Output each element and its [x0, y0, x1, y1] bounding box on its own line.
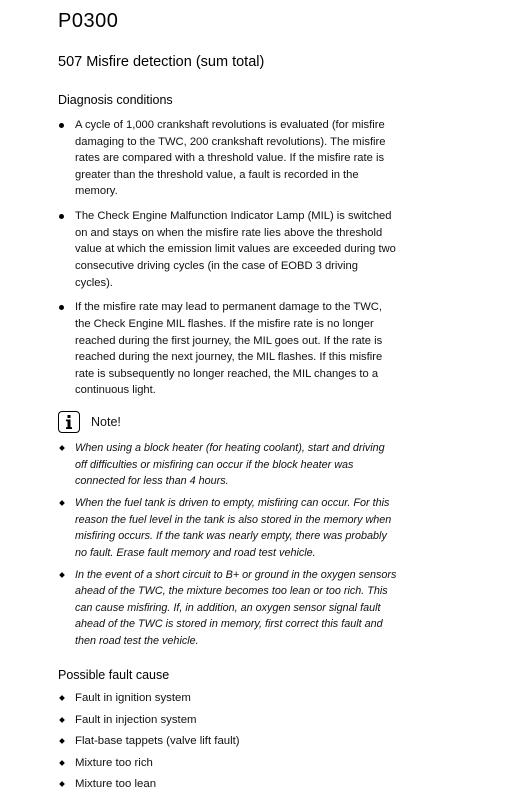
list-item [58, 755, 398, 771]
list-item-text: Fault in ignition system [75, 692, 191, 704]
list-item [58, 567, 398, 650]
diamond-bullet-icon [59, 760, 65, 766]
list-item [58, 690, 398, 706]
diamond-bullet-icon [59, 445, 65, 451]
list-item-text: Fault in injection system [75, 713, 197, 726]
note-label: Note! [91, 415, 121, 429]
list-item-text: A cycle of 1,000 crankshaft revolutions is evaluated (for misfire damaging to the TWC, 200 crankshaft revolutions). The misfire rates are compared with a threshold value. If the misfire rate is greater than the threshold value, a fault is recorded in the memory. [75, 119, 386, 198]
diamond-bullet-icon [59, 572, 65, 578]
list-item-text: Mixture too lean [75, 778, 157, 790]
info-icon [58, 411, 80, 433]
list-item [58, 208, 398, 291]
causes-heading: Possible fault cause [58, 668, 170, 682]
list-item-text: If the misfire rate may lead to permanent damage to the TWC, the Check Engine MIL flashes. If the misfire rate is no longer reached during the first journey, the MIL goes out. If the rate is reached during the next journey, the MIL flashes. If this misfire rate is subsequently no longer reached, the MIL changes to a continuous light. [75, 301, 383, 397]
bullet-icon [59, 123, 64, 128]
list-item [58, 776, 398, 792]
fault-code: P0300 [58, 10, 119, 32]
list-item [58, 299, 398, 399]
list-item-text: In the event of a short circuit to B+ or ground in the oxygen sensors ahead of the TWC, the mixture becomes too lean or too rich. This can cause misfiring. If, in addition, an oxygen sensor signal fault ahead of the TWC is stored in memory, first correct this fault and then road test the vehicle. [75, 568, 397, 647]
bullet-icon [59, 214, 64, 219]
list-item [58, 117, 398, 200]
note-list [58, 440, 398, 655]
bullet-icon [59, 305, 64, 310]
list-item [58, 440, 398, 490]
diamond-bullet-icon [59, 781, 65, 787]
list-item-text: Flat-base tappets (valve lift fault) [75, 735, 240, 747]
list-item-text: When the fuel tank is driven to empty, misfiring can occur. For this reason the fuel level in the tank is also stored in the memory when misfiring occurs. If the tank was nearly empty, there was probably no fault. Erase fault memory and road test vehicle. [75, 497, 392, 559]
causes-list [58, 690, 398, 798]
diamond-bullet-icon [59, 717, 65, 723]
list-item-text: The Check Engine Malfunction Indicator Lamp (MIL) is switched on and stays on when the misfire rate lies above the threshold value at which the emission limit values are exceeded during two consecutive driving cycles (in the case of EOBD 3 driving cycles). [75, 210, 396, 289]
info-icon-glyph [66, 415, 72, 429]
list-item-text: When using a block heater (for heating coolant), start and driving off difficulties or misfiring can occur if the block heater was connected for less than 4 hours. [75, 442, 385, 487]
diamond-bullet-icon [59, 500, 65, 506]
diamond-bullet-icon [59, 738, 65, 744]
list-item [58, 495, 398, 561]
diamond-bullet-icon [59, 695, 65, 701]
list-item [58, 733, 398, 749]
section-title: 507 Misfire detection (sum total) [58, 54, 265, 70]
diagnosis-list [58, 117, 398, 407]
diagnosis-heading: Diagnosis conditions [58, 93, 173, 107]
list-item-text: Mixture too rich [75, 756, 153, 769]
list-item [58, 712, 398, 728]
